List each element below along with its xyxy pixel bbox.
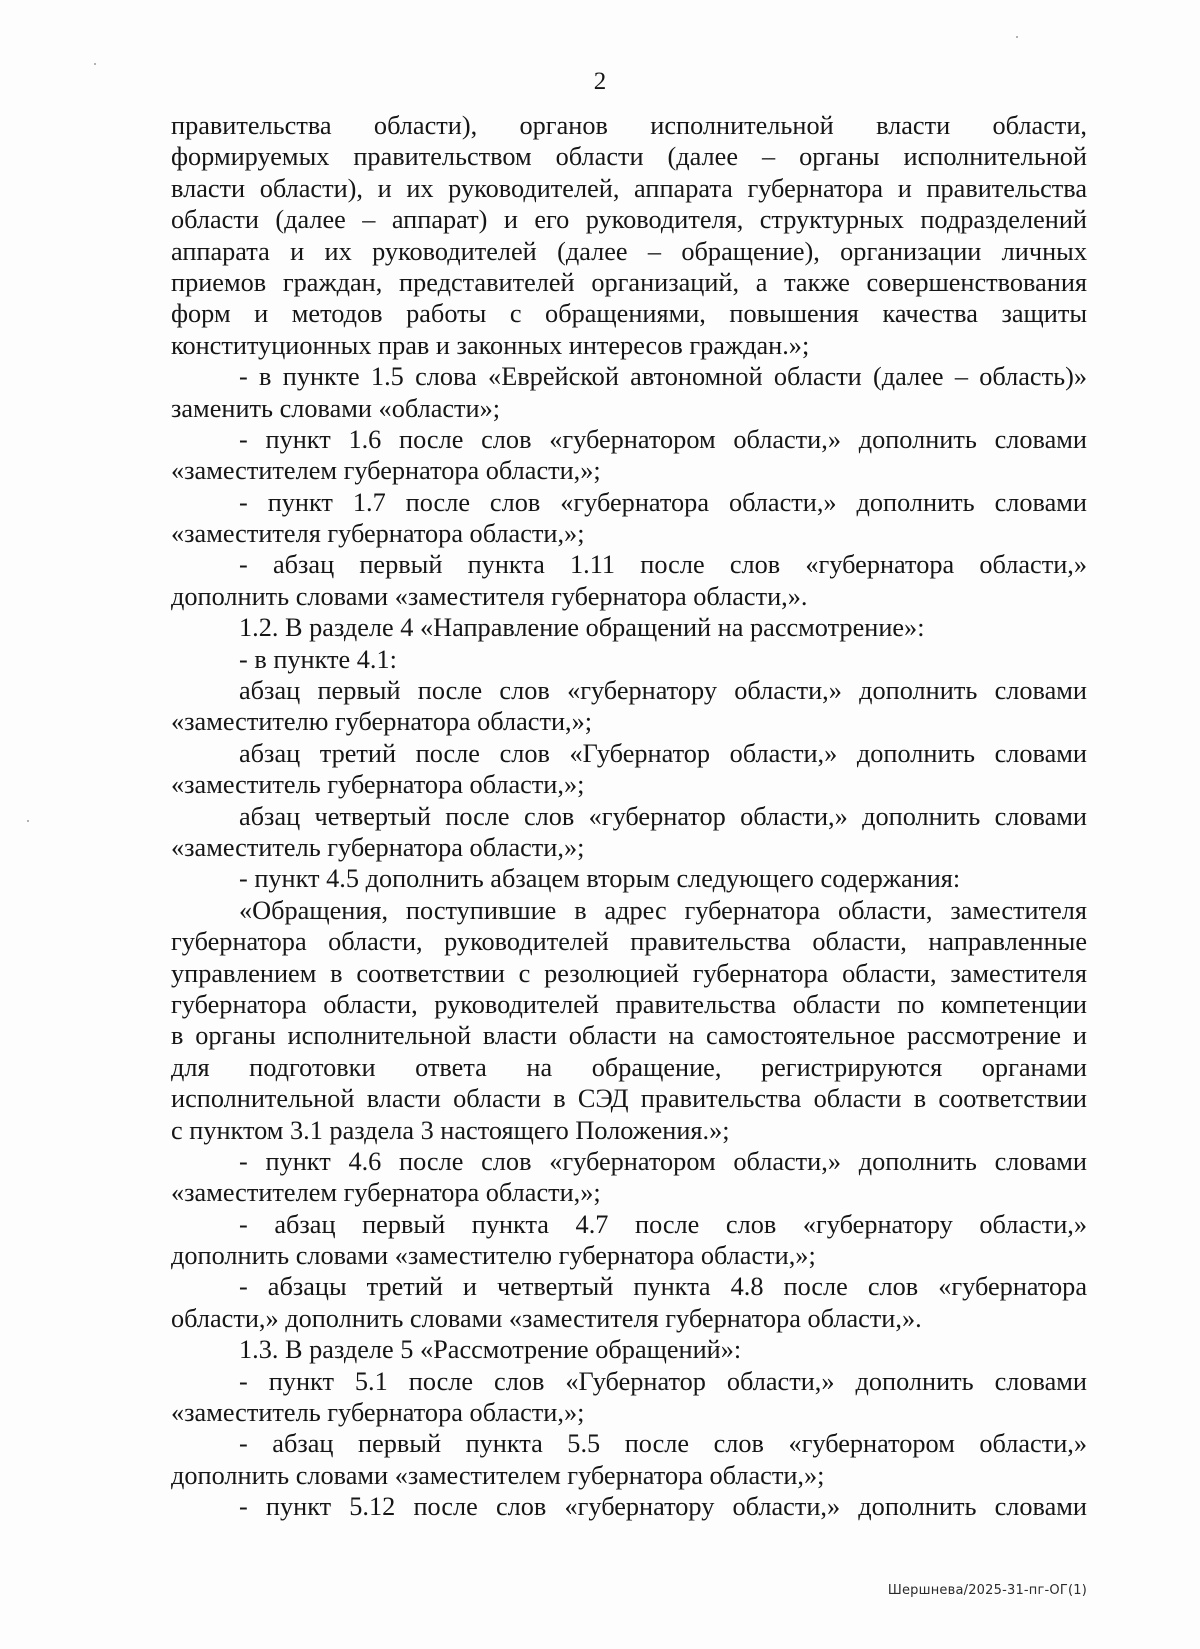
text-line: форм и методов работы с обращениями, повышения качества защиты — [171, 299, 1087, 329]
document-body — [171, 110, 1087, 1523]
text-line: - абзац первый пункта 4.7 после слов «губернатору области,» — [239, 1209, 1087, 1239]
text-line: абзац первый после слов «губернатору области,» дополнить словами — [239, 676, 1087, 706]
scan-speck — [27, 820, 29, 822]
text-line: аппарата и их руководителей (далее – обращение), организации личных — [171, 236, 1087, 266]
text-line: - абзац первый пункта 5.5 после слов «губернатором области,» — [239, 1429, 1087, 1459]
text-line: - пункт 1.7 после слов «губернатора области,» дополнить словами — [239, 487, 1087, 517]
text-line: «заместитель губернатора области,»; — [171, 770, 585, 800]
document-registration-code: Шершнева/2025-31-пг-ОГ(1) — [887, 1583, 1087, 1598]
text-line: формируемых правительством области (далее – органы исполнительной — [171, 142, 1087, 172]
text-line: заменить словами «области»; — [171, 393, 501, 423]
text-line: дополнить словами «заместителя губернатора области,». — [171, 581, 808, 611]
text-line: - абзацы третий и четвертый пункта 4.8 после слов «губернатора — [239, 1272, 1087, 1302]
text-line: с пунктом 3.1 раздела 3 настоящего Положения.»; — [171, 1115, 730, 1145]
text-line: - пункт 4.5 дополнить абзацем вторым следующего содержания: — [239, 864, 961, 894]
text-line: дополнить словами «заместителю губернатора области,»; — [171, 1241, 816, 1271]
text-line: губернатора области, руководителей правительства области по компетенции — [171, 989, 1087, 1019]
text-line: области,» дополнить словами «заместителя губернатора области,». — [171, 1303, 922, 1333]
text-line: конституционных прав и законных интересов граждан.»; — [171, 330, 810, 360]
text-line: в органы исполнительной власти области на самостоятельное рассмотрение и — [171, 1021, 1087, 1051]
text-line: абзац четвертый после слов «губернатор области,» дополнить словами — [239, 801, 1087, 831]
scan-speck — [94, 63, 96, 65]
text-line: - в пункте 4.1: — [239, 644, 397, 674]
text-line: - абзац первый пункта 1.11 после слов «губернатора области,» — [239, 550, 1087, 580]
text-line: 1.3. В разделе 5 «Рассмотрение обращений»: — [239, 1335, 742, 1365]
scan-speck — [1016, 36, 1018, 38]
text-line: «заместителем губернатора области,»; — [171, 456, 601, 486]
text-line: «заместителя губернатора области,»; — [171, 519, 585, 549]
text-line: - пункт 4.6 после слов «губернатором области,» дополнить словами — [239, 1146, 1087, 1176]
text-line: управлением в соответствии с резолюцией губернатора области, заместителя — [171, 958, 1087, 988]
text-line: для подготовки ответа на обращение, регистрируются органами — [171, 1052, 1087, 1082]
text-line: «заместителю губернатора области,»; — [171, 707, 593, 737]
text-line: - в пункте 1.5 слова «Еврейской автономной области (далее – область)» — [239, 362, 1087, 392]
text-line: 1.2. В разделе 4 «Направление обращений на рассмотрение»: — [239, 613, 925, 643]
text-line: области (далее – аппарат) и его руководителя, структурных подразделений — [171, 205, 1087, 235]
text-line: власти области), и их руководителей, аппарата губернатора и правительства — [171, 173, 1087, 203]
page-number: 2 — [593, 68, 607, 95]
text-line: - пункт 5.1 после слов «Губернатор области,» дополнить словами — [239, 1366, 1087, 1396]
text-line: правительства области), органов исполнительной власти области, — [171, 111, 1087, 140]
text-line: «заместителем губернатора области,»; — [171, 1178, 601, 1208]
text-line: «заместитель губернатора области,»; — [171, 832, 585, 862]
text-line: «Обращения, поступившие в адрес губернатора области, заместителя — [239, 895, 1087, 925]
text-line: абзац третий после слов «Губернатор области,» дополнить словами — [239, 738, 1087, 768]
text-line: дополнить словами «заместителем губернатора области,»; — [171, 1460, 825, 1490]
text-line: губернатора области, руководителей правительства области, направленные — [171, 927, 1087, 957]
text-line: исполнительной власти области в СЭД правительства области в соответствии — [171, 1084, 1087, 1114]
text-line: - пункт 5.12 после слов «губернатору области,» дополнить словами — [239, 1492, 1087, 1522]
text-line: «заместитель губернатора области,»; — [171, 1398, 585, 1428]
text-line: приемов граждан, представителей организаций, а также совершенствования — [171, 267, 1087, 297]
text-line: - пункт 1.6 после слов «губернатором области,» дополнить словами — [239, 424, 1087, 454]
